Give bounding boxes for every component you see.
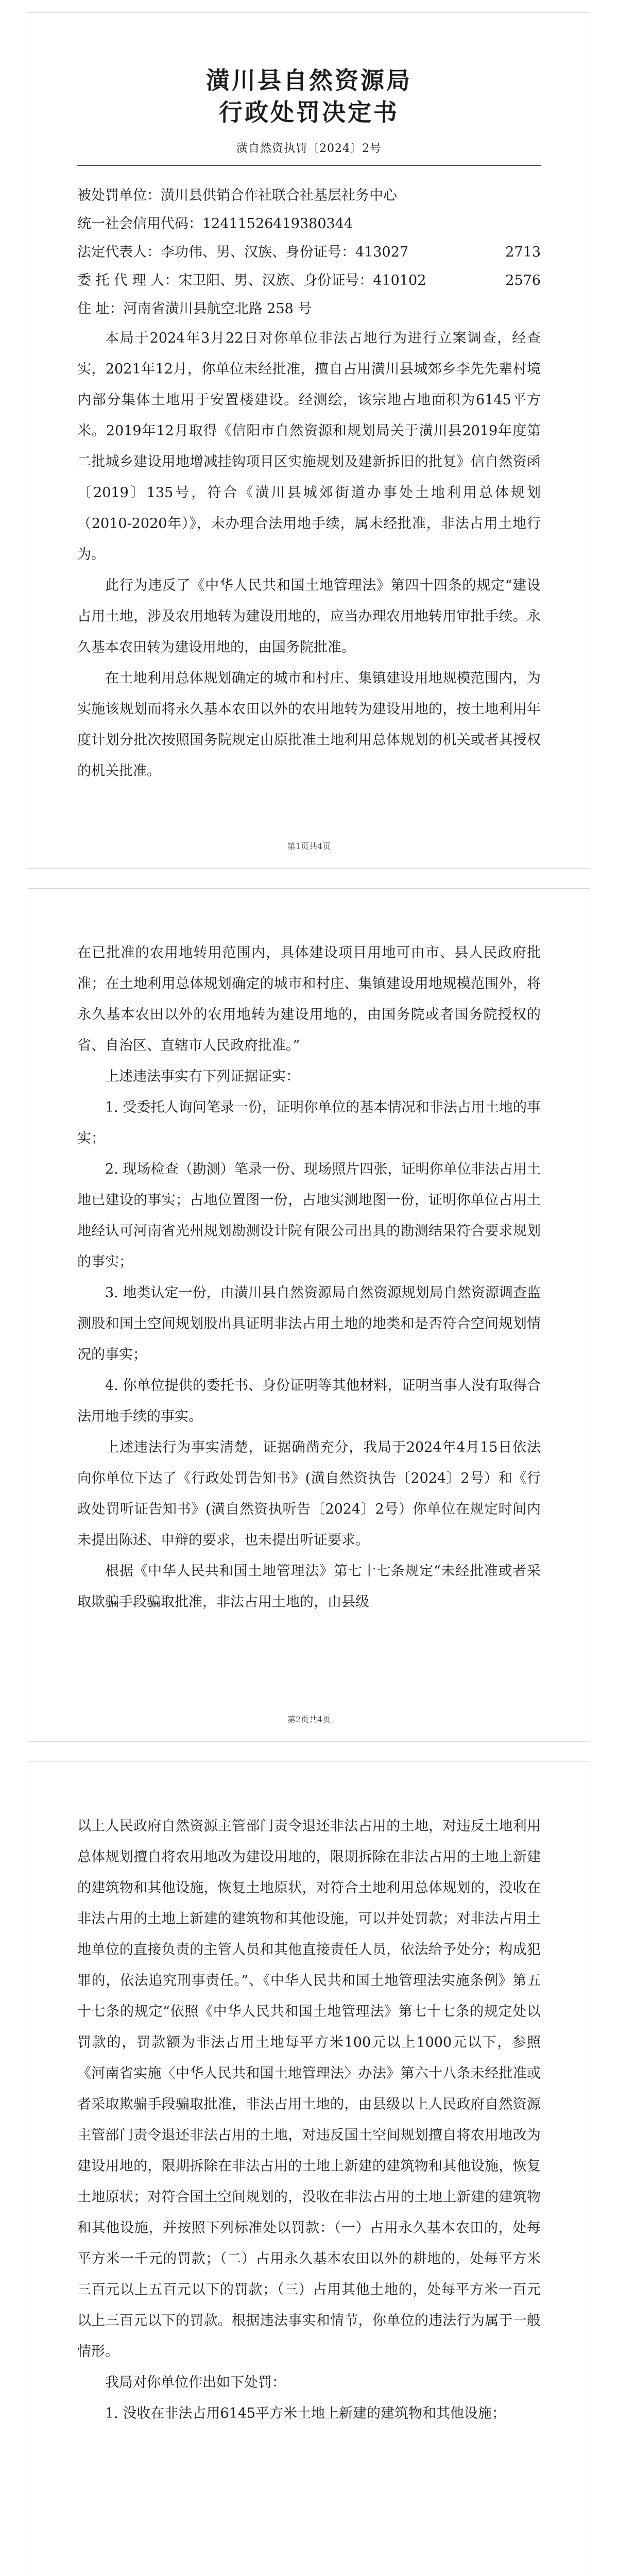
legal-rep-id-tail: 2713	[505, 244, 541, 260]
penalty-heading: 我局对你单位作出如下处罚：	[105, 2375, 286, 2391]
doc-number: 潢自然资执罚〔2024〕2号	[236, 142, 382, 155]
document-page-2	[28, 889, 590, 1741]
page-number: 第2页共4页	[287, 1715, 331, 1724]
penalty-item: 1. 没收在非法占用6145平方米土地上新建的建筑物和其他设施；	[105, 2405, 506, 2421]
agent-id-tail: 2576	[505, 273, 541, 289]
red-divider	[77, 165, 541, 166]
document-page-1	[28, 13, 590, 868]
evidence-item: 2. 现场检查（勘测）笔录一份、现场照片四张，证明你单位非法占用土地已建设的事实；占地位置图一份，占地实测地图一份，证明你单位占用土地经认可河南省光州规划勘测设计院有限公司出具的勘测结果符合要求规划的事实；	[77, 1161, 541, 1270]
body-paragraph: 在土地利用总体规划确定的城市和村庄、集镇建设用地规模范围内，为实施该规划而将永久基本农田以外的农用地转为建设用地的，按土地利用年度计划分批次按照国务院规定由原批准土地利用总体规划的机关或者其授权的机关批准。	[77, 670, 541, 779]
party-address: 住 址：河南省潢川县航空北路 258 号	[77, 301, 312, 317]
doc-type-title: 行政处罚决定书	[219, 98, 399, 126]
party-credit-code: 统一社会信用代码：12411526419380344	[77, 216, 353, 232]
body-paragraph: 上述违法行为事实清楚，证据确凿充分，我局于2024年4月15日依法向你单位下达了《行政处罚告知书》(潢自然资执告〔2024〕2号）和《行政处罚听证告知书》(潢自然资执听告〔2024〕2号）你单位在规定时间内未提出陈述、申辩的要求，也未提出听证要求。	[77, 1439, 541, 1548]
evidence-item: 1. 受委托人询问笔录一份，证明你单位的基本情况和非法占用土地的事实；	[77, 1099, 541, 1146]
body-paragraph: 以上人民政府自然资源主管部门责令退还非法占用的土地，对违反土地利用总体规划擅自将农用地改为建设用地的，限期拆除在非法占用的土地上新建的建筑物和其他设施，恢复土地原状，对符合土地利用总体规划的，没收在非法占用的土地上新建的建筑物和其他设施，可以并处罚款；对非法占用土地单位的直接负责的主管人员和其他直接责任人员，依法给予处分；构成犯罪的，依法追究刑事责任。”、《中华人民共和国土地管理法实施条例》第五十七条的规定“依照《中华人民共和国土地管理法》第七十七条的规定处以罚款的，罚款额为非法占用土地每平方米100元以上1000元以下，参照《河南省实施〈中华人民共和国土地管理法〉办法》第六十八条未经批准或者采取欺骗手段骗取批准，非法占用土地的，由县级以上人民政府自然资源主管部门责令退还非法占用的土地，对违反国土空间规划擅自将农用地改为建设用地的，限期拆除在非法占用的土地上新建的建筑物和其他设施，恢复土地原状；对符合国土空间规划的，没收在非法占用的土地上新建的建筑物和其他设施，并按照下列标准处以罚款：（一）占用永久基本农田的，处每平方米一千元的罚款；（二）占用永久基本农田以外的耕地的，处每平方米三百元以上五百元以下的罚款；（三）占用其他土地的，处每平方米一百元以上三百元以下的罚款。根据违法事实和情节，你单位的违法行为属于一般情形。	[77, 1818, 541, 2360]
evidence-item: 4. 你单位提供的委托书、身份证明等其他材料，证明当事人没有取得合法用地手续的事实。	[77, 1378, 541, 1425]
party-name: 被处罚单位：潢川县供销合作社联合社基层社务中心	[77, 188, 397, 204]
body-paragraph: 根据《中华人民共和国土地管理法》第七十七条规定“未经批准或者采取欺骗手段骗取批准，非法占用土地的，由县级	[77, 1563, 541, 1610]
body-paragraph: 本局于2024年3月22日对你单位非法占地行为进行立案调查，经查实，2021年12月，你单位未经批准，擅自占用潢川县城郊乡李先先辈村境内部分集体土地用于安置楼建设。经测绘，该宗地占地面积为6145平方米。2019年12月取得《信阳市自然资源和规划局关于潢川县2019年度第二批城乡建设用地增减挂钩项目区实施规划及建新拆旧的批复》信自然资函〔2019〕135号，符合《潢川县城郊街道办事处土地利用总体规划（2010-2020年）》，未办理合法用地手续，属未经批准，非法占用土地行为。	[77, 330, 541, 563]
org-title: 潢川县自然资源局	[206, 66, 412, 94]
page-number: 第1页共4页	[287, 841, 331, 851]
document-page-3	[28, 1762, 590, 2576]
evidence-heading: 上述违法事实有下列证据证实：	[105, 1069, 300, 1084]
party-agent	[77, 266, 541, 295]
party-legal-rep	[77, 238, 541, 266]
body-paragraph: 在已批准的农用地转用范围内，具体建设项目用地可由市、县人民政府批准；在土地利用总体规划确定的城市和村庄、集镇建设用地规模范围外，将永久基本农田以外的农用地转为建设用地的，由国务院或者国务院授权的省、自治区、直辖市人民政府批准。”	[77, 945, 541, 1054]
body-paragraph: 此行为违反了《中华人民共和国土地管理法》第四十四条的规定“建设占用土地，涉及农用地转为建设用地的，应当办理农用地转用审批手续。永久基本农田转为建设用地的，由国务院批准。	[77, 578, 541, 655]
evidence-item: 3. 地类认定一份，由潢川县自然资源局自然资源规划局自然资源调查监测股和国土空间规划股出具证明非法占用土地的地类和是否符合空间规划情况的事实；	[77, 1285, 541, 1363]
legal-rep-text: 法定代表人：李功伟、男、汉族、身份证号：413027	[77, 244, 409, 260]
agent-text: 委 托 代 理 人：宋卫阳、男、汉族、身份证号：410102	[77, 273, 426, 289]
